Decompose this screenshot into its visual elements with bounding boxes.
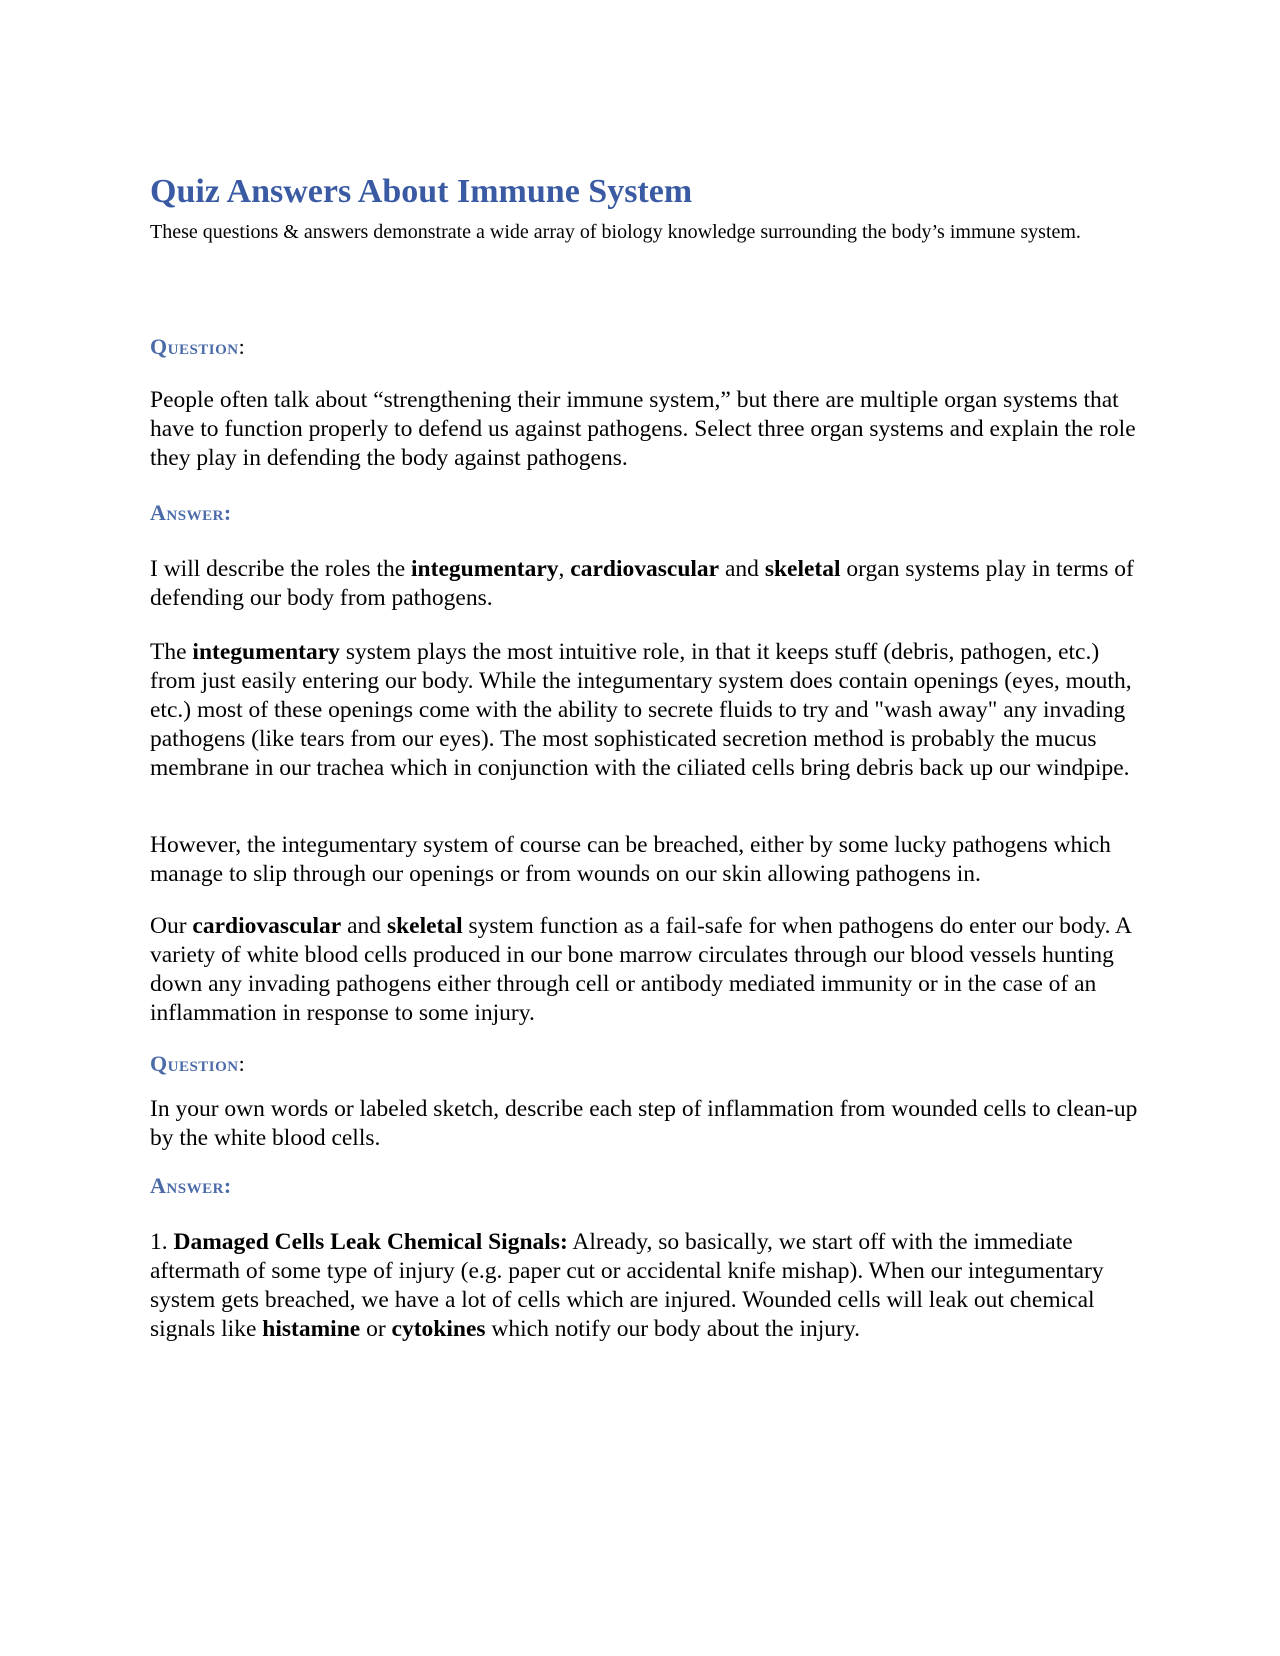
text-run: Our — [150, 913, 193, 939]
question-label-colon: : — [238, 1051, 246, 1076]
question-label-text: Question — [150, 1051, 239, 1076]
bold-term: Damaged Cells Leak Chemical Signals: — [173, 1229, 568, 1255]
answer-1-paragraph-3: However, the integumentary system of course can be breached, either by some lucky pathogens which manage to slip through our openings or from wounds on our skin allowing pathogens in. — [150, 832, 1111, 887]
question-label-colon: : — [238, 334, 246, 359]
text-run: which notify our body about the injury. — [485, 1316, 860, 1342]
answer-1-paragraph-1 — [150, 555, 1140, 613]
text-run: or — [360, 1316, 392, 1342]
bold-term: cardiovascular — [570, 556, 720, 582]
text-run: and — [719, 556, 765, 582]
text-run: The — [150, 639, 193, 665]
bold-term: cytokines — [391, 1316, 486, 1342]
answer-label: Answer: — [150, 500, 232, 525]
document-subtitle: These questions & answers demonstrate a wide array of biology knowledge surrounding the body’s immune system. — [150, 221, 1081, 243]
bold-term: skeletal — [764, 556, 841, 582]
question-1-text: People often talk about “strengthening their immune system,” but there are multiple organ systems that have to function properly to defend us against pathogens. Select three organ systems and explain the role they play in defending the body against pathogens. — [150, 387, 1136, 471]
question-label-text: Question — [150, 334, 239, 359]
answer-label: Answer: — [150, 1173, 232, 1198]
text-run: organ systems play in terms of defending our body from pathogens. — [150, 556, 1134, 611]
answer-1-paragraph-4 — [150, 912, 1140, 1028]
answer-1-paragraph-2 — [150, 638, 1140, 783]
question-2-text: In your own words or labeled sketch, describe each step of inflammation from wounded cells to clean-up by the white blood cells. — [150, 1096, 1138, 1151]
document-title: Quiz Answers About Immune System — [150, 173, 693, 210]
text-run: and — [341, 913, 387, 939]
bold-term: integumentary — [192, 639, 340, 665]
text-run: I will describe the roles the — [150, 556, 412, 582]
bold-term: integumentary — [411, 556, 559, 582]
bold-term: histamine — [262, 1316, 361, 1342]
text-run: system function as a fail-safe for when pathogens do enter our body. A variety of white blood cells produced in our bone marrow circulates through our blood vessels hunting down any invading pathogens either through cell or antibody mediated immunity or in the case of an inflammation in response to some injury. — [150, 913, 1131, 1026]
bold-term: cardiovascular — [192, 913, 342, 939]
text-run: , — [558, 556, 571, 582]
text-run: 1. — [150, 1229, 174, 1255]
text-run: Already, so basically, we start off with the immediate aftermath of some type of injury (e.g. paper cut or accidental knife mishap). When our integumentary system gets breached, we have a lot of cells which are injured. Wounded cells will leak out chemical signals like — [150, 1229, 1104, 1342]
question-label — [150, 333, 245, 361]
text-run: system plays the most intuitive role, in that it keeps stuff (debris, pathogen, etc.) from just easily entering our body. While the integumentary system does contain openings (eyes, mouth, etc.) most of these openings come with the ability to secrete fluids to try and "wash away" any invading pathogens (like tears from our eyes). The most sophisticated secretion method is probably the mucus membrane in our trachea which in conjunction with the ciliated cells bring debris back up our windpipe. — [150, 639, 1132, 781]
answer-2-paragraph-1 — [150, 1228, 1140, 1344]
bold-term: skeletal — [386, 913, 463, 939]
question-label — [150, 1050, 245, 1078]
